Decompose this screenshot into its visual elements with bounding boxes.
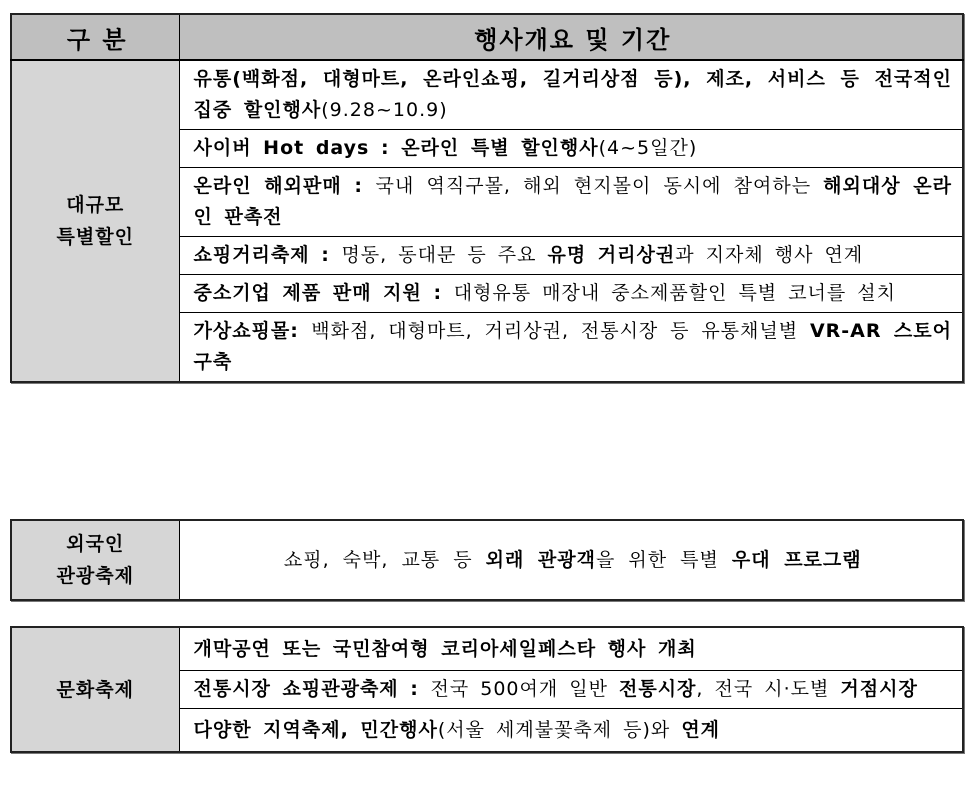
event-description <box>179 627 963 671</box>
body-text: (4~5일간) <box>598 137 698 159</box>
table-row <box>11 520 963 600</box>
body-text: 쇼핑, 숙박, 교통 등 <box>283 548 486 571</box>
header-overview: 행사개요 및 기간 <box>179 14 963 60</box>
emphasis-text: 전통시장 쇼핑관광축제 : <box>193 678 431 700</box>
emphasis-text: 중소기업 제품 판매 지원 : <box>193 282 454 304</box>
category-label: 관광축제 <box>56 565 134 587</box>
event-description <box>179 313 963 383</box>
table-row <box>11 627 963 671</box>
event-description <box>179 60 963 130</box>
event-description <box>179 709 963 753</box>
event-description <box>179 671 963 709</box>
foreign-tourist-festival-table <box>10 519 964 601</box>
event-description <box>179 130 963 168</box>
emphasis-text: 다양한 지역축제, 민간행사 <box>193 718 438 741</box>
category-label: 외국인 <box>66 533 125 555</box>
category-label: 특별할인 <box>56 226 134 248</box>
emphasis-text: 연계 <box>681 718 721 741</box>
emphasis-text: 외래 관광객 <box>485 548 596 571</box>
emphasis-text: 개막공연 또는 국민참여형 코리아세일페스타 행사 개최 <box>193 637 697 660</box>
event-description <box>179 520 963 600</box>
body-text: 을 위한 특별 <box>595 548 732 571</box>
category-label: 문화축제 <box>56 678 134 701</box>
emphasis-text: 거점시장 <box>840 678 918 700</box>
body-text: 과 지자체 행사 연계 <box>675 244 864 266</box>
emphasis-text: VR-AR 스토어 구축 <box>193 320 952 373</box>
body-text: (서울 세계불꽃축제 등)와 <box>437 718 682 741</box>
event-description <box>179 237 963 275</box>
emphasis-text: 유통(백화점, 대형마트, 온라인쇼핑, 길거리상점 등), 제조, 서비스 등 전국적인 집중 할인행사 <box>193 68 952 121</box>
body-text: 국내 역직구몰, 해외 현지몰이 동시에 참여하는 <box>375 175 824 197</box>
category-cell <box>11 60 179 382</box>
emphasis-text: 쇼핑거리축제 : <box>193 244 342 266</box>
event-description <box>179 168 963 237</box>
header-row <box>11 14 963 60</box>
header-category: 구 분 <box>11 14 179 60</box>
body-text: 명동, 동대문 등 주요 <box>341 244 548 266</box>
emphasis-text: 전통시장 <box>619 678 697 700</box>
body-text: 전국 500여개 일반 <box>430 678 619 700</box>
large-scale-discount-table <box>10 13 964 383</box>
emphasis-text: 우대 프로그램 <box>731 548 862 571</box>
emphasis-text: 사이버 Hot days : 온라인 특별 할인행사 <box>193 137 599 159</box>
body-text: (9.28~10.9) <box>321 99 448 121</box>
body-text: 백화점, 대형마트, 거리상권, 전통시장 등 유통채널별 <box>311 320 810 342</box>
event-description <box>179 275 963 313</box>
emphasis-text: 유명 거리상권 <box>547 244 676 266</box>
body-text: , 전국 시·도별 <box>696 678 841 700</box>
emphasis-text: 온라인 해외판매 : <box>193 175 376 197</box>
category-cell <box>11 627 179 752</box>
table-row <box>11 60 963 130</box>
culture-festival-table <box>10 626 964 753</box>
category-label: 대규모 <box>66 194 125 216</box>
emphasis-text: 해외대상 온라인 판촉전 <box>193 175 952 228</box>
category-cell <box>11 520 179 600</box>
emphasis-text: 가상쇼핑몰: <box>193 320 312 342</box>
body-text: 대형유통 매장내 중소제품할인 특별 코너를 설치 <box>453 282 896 304</box>
